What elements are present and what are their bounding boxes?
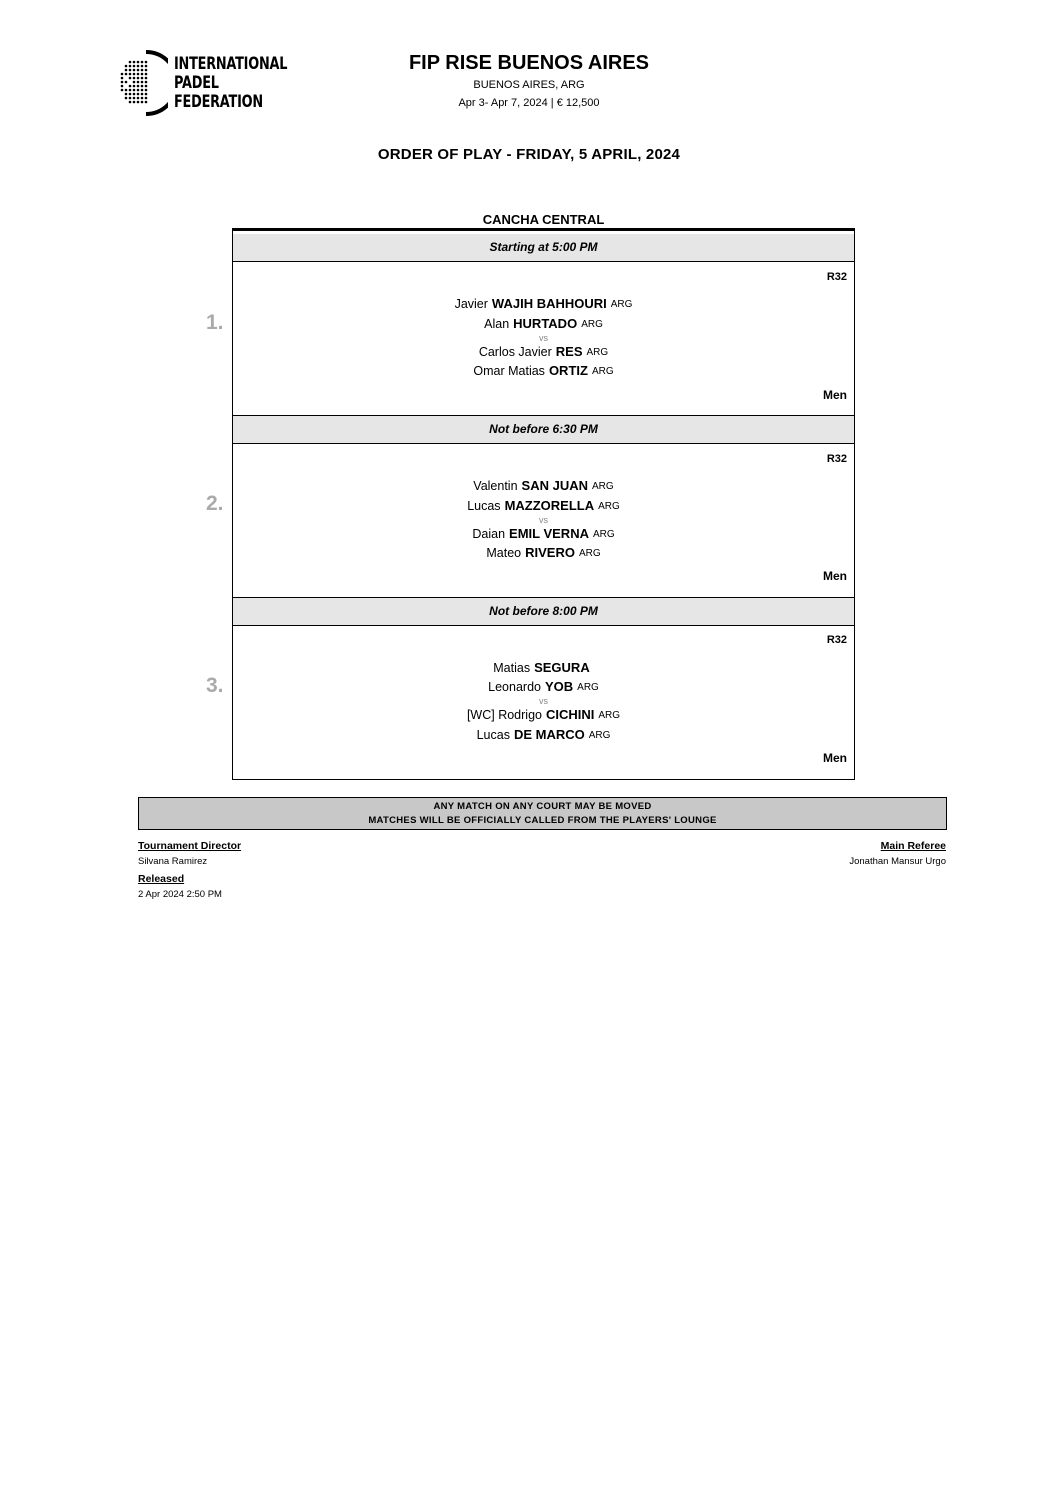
player-first-name: Lucas [476,728,510,742]
player-nationality: ARG [592,529,615,540]
logo-line: PADEL [174,73,219,92]
tournament-dates-prize: Apr 3- Apr 7, 2024 | € 12,500 [458,97,600,109]
main-referee-label: Main Referee [880,840,946,852]
match-category: Men [823,388,847,402]
match-time-bar: Not before 8:00 PM [233,597,854,626]
player-row [233,478,854,493]
player-row [233,679,854,694]
player-nationality: ARG [610,299,633,310]
tournament-director-label: Tournament Director [138,840,242,852]
versus-label: vs [539,696,548,706]
player-last-name: RIVERO [525,545,575,560]
player-last-name: RES [555,344,583,359]
player-nationality: ARG [578,548,601,559]
player-first-name: Javier [454,297,488,311]
tournament-location: BUENOS AIRES, ARG [473,79,585,91]
player-row [233,660,854,675]
player-nationality: ARG [581,319,603,330]
player-first-name: Matias [493,661,531,675]
main-referee-name: Jonathan Mansur Urgo [849,856,946,867]
tournament-director-name: Silvana Ramirez [138,856,208,867]
player-last-name: CICHINI [545,707,595,722]
player-last-name: YOB [544,679,574,694]
logo-line: INTERNATIONAL [174,54,288,73]
court-schedule-box [232,228,855,780]
player-last-name: ORTIZ [548,363,588,378]
player-last-name: DE MARCO [513,727,585,742]
player-row [233,707,854,722]
notice-line: MATCHES WILL BE OFFICIALLY CALLED FROM THE PLAYERS' LOUNGE [368,815,717,826]
player-last-name: SAN JUAN [521,478,589,493]
tournament-title: FIP RISE BUENOS AIRES [408,52,650,74]
match-round: R32 [826,271,847,283]
player-last-name: WAJIH BAHHOURI [491,296,607,311]
match-number: 3. [206,674,224,697]
player-last-name: SEGURA [534,660,590,675]
player-first-name: Carlos Javier [478,345,552,359]
match-time-bar: Not before 6:30 PM [233,415,854,444]
player-row [233,526,854,541]
player-first-name: Leonardo [488,680,541,694]
released-datetime: 2 Apr 2024 2:50 PM [138,889,222,900]
player-nationality: ARG [591,366,614,377]
player-first-name: Valentin [473,479,518,493]
match-time-bar: Starting at 5:00 PM [233,234,854,262]
match-number: 1. [206,311,224,334]
order-of-play-title: ORDER OF PLAY - FRIDAY, 5 APRIL, 2024 [377,146,681,163]
match-number: 2. [206,492,224,515]
logo-line: FEDERATION [174,92,263,111]
player-row [233,498,854,513]
player-last-name: EMIL VERNA [509,526,589,541]
court-name: CANCHA CENTRAL [482,212,605,227]
player-row [233,316,854,331]
match-round: R32 [826,634,847,646]
player-first-name: Mateo [486,546,522,560]
player-nationality: ARG [598,710,621,721]
match-category: Men [823,751,847,765]
player-row [233,296,854,311]
player-last-name: HURTADO [513,316,578,331]
versus-label: vs [539,515,548,525]
player-last-name: MAZZORELLA [504,498,595,513]
player-nationality: ARG [592,481,614,492]
player-nationality: ARG [588,730,611,741]
player-nationality: ARG [577,682,599,693]
match-category: Men [823,569,847,583]
notice-banner [138,797,947,830]
player-first-name: [WC] Rodrigo [466,708,542,722]
player-row [233,363,854,378]
player-row [233,545,854,560]
player-first-name: Daian [472,527,506,541]
player-first-name: Lucas [467,499,501,513]
player-row [233,344,854,359]
player-first-name: Alan [484,317,510,331]
player-first-name: Omar Matias [473,364,545,378]
player-row [233,727,854,742]
versus-label: vs [539,333,548,343]
player-nationality: ARG [598,501,620,512]
player-nationality: ARG [586,347,609,358]
notice-line: ANY MATCH ON ANY COURT MAY BE MOVED [433,801,652,812]
released-label: Released [138,873,185,885]
match-round: R32 [826,453,847,465]
